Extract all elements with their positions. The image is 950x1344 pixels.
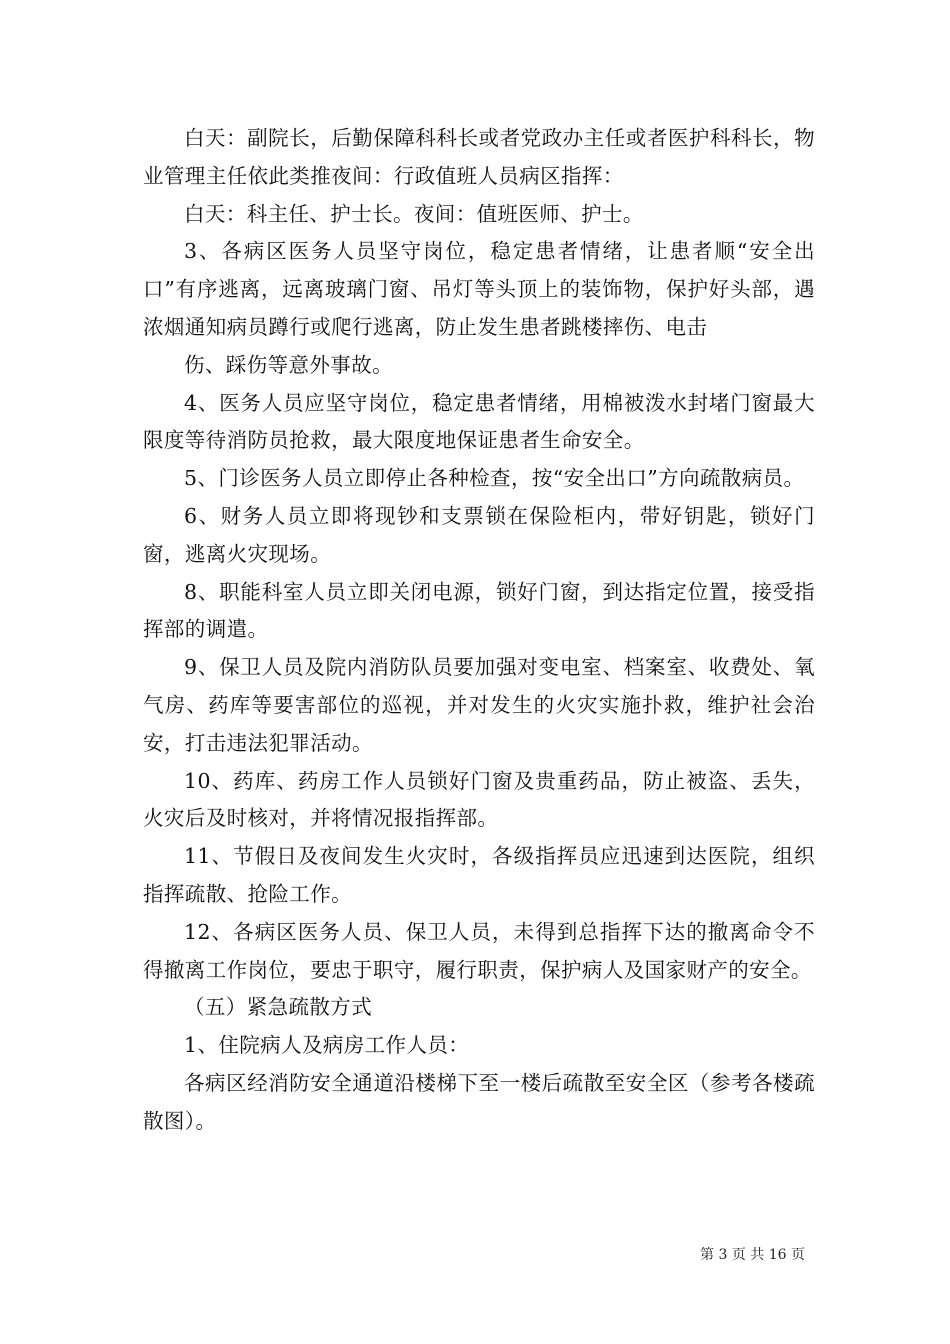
paragraph-item-4: 4、医务人员应坚守岗位，稳定患者情绪，用棉被泼水封堵门窗最大限度等待消防员抢救，最大限度地保证患者生命安全。 — [143, 390, 815, 453]
paragraph-item-3: 3、各病区医务人员坚守岗位，稳定患者情绪，让患者顺“安全出口”有序逃离，远离玻璃门窗、吊灯等头顶上的装饰物，保护好头部，遇浓烟通知病员蹲行或爬行逃离，防止发生患者跳楼摔伤、电击 — [143, 239, 815, 339]
paragraph-item-5: 5、门诊医务人员立即停止各种检查，按“安全出口”方向疏散病员。 — [184, 466, 805, 491]
paragraph-item-9: 9、保卫人员及院内消防队员要加强对变电室、档案室、收费处、氧气房、药库等要害部位的巡视，并对发生的火灾实施扑救，维护社会治安，打击违法犯罪活动。 — [143, 655, 815, 755]
paragraph-item-12: 12、各病区医务人员、保卫人员，未得到总指挥下达的撤离命令不得撤离工作岗位，要忠于职守，履行职责，保护病人及国家财产的安全。 — [143, 919, 815, 982]
paragraph-item-3-continued: 伤、踩伤等意外事故。 — [184, 352, 393, 377]
paragraph-item-10: 10、药库、药房工作人员锁好门窗及贵重药品，防止被盗、丢失，火灾后及时核对，并将情况报指挥部。 — [143, 768, 815, 831]
paragraph-item-11: 11、节假日及夜间发生火灾时，各级指挥员应迅速到达医院，组织指挥疏散、抢险工作。 — [143, 844, 815, 906]
paragraph-inpatients: 1、住院病人及病房工作人员： — [184, 1033, 470, 1058]
page-number-footer: 第 3 页 共 16 页 — [700, 1247, 805, 1263]
paragraph-daytime-commanders: 白天：副院长，后勤保障科科长或者党政办主任或者医护科科长，物业管理主任依此类推夜间：行政值班人员病区指挥： — [143, 126, 815, 188]
document-body — [143, 120, 815, 1141]
paragraph-item-6: 6、财务人员立即将现钞和支票锁在保险柜内，带好钥匙，锁好门窗，逃离火灾现场。 — [143, 503, 815, 566]
section-heading-evacuation: （五）紧急疏散方式 — [184, 995, 373, 1020]
paragraph-evacuation-route: 各病区经消防安全通道沿楼梯下至一楼后疏散至安全区（参考各楼疏散图）。 — [143, 1070, 815, 1133]
paragraph-item-8: 8、职能科室人员立即关闭电源，锁好门窗，到达指定位置，接受指挥部的调遣。 — [143, 579, 815, 642]
paragraph-ward-commanders: 白天：科主任、护士长。夜间：值班医师、护士。 — [184, 201, 644, 226]
